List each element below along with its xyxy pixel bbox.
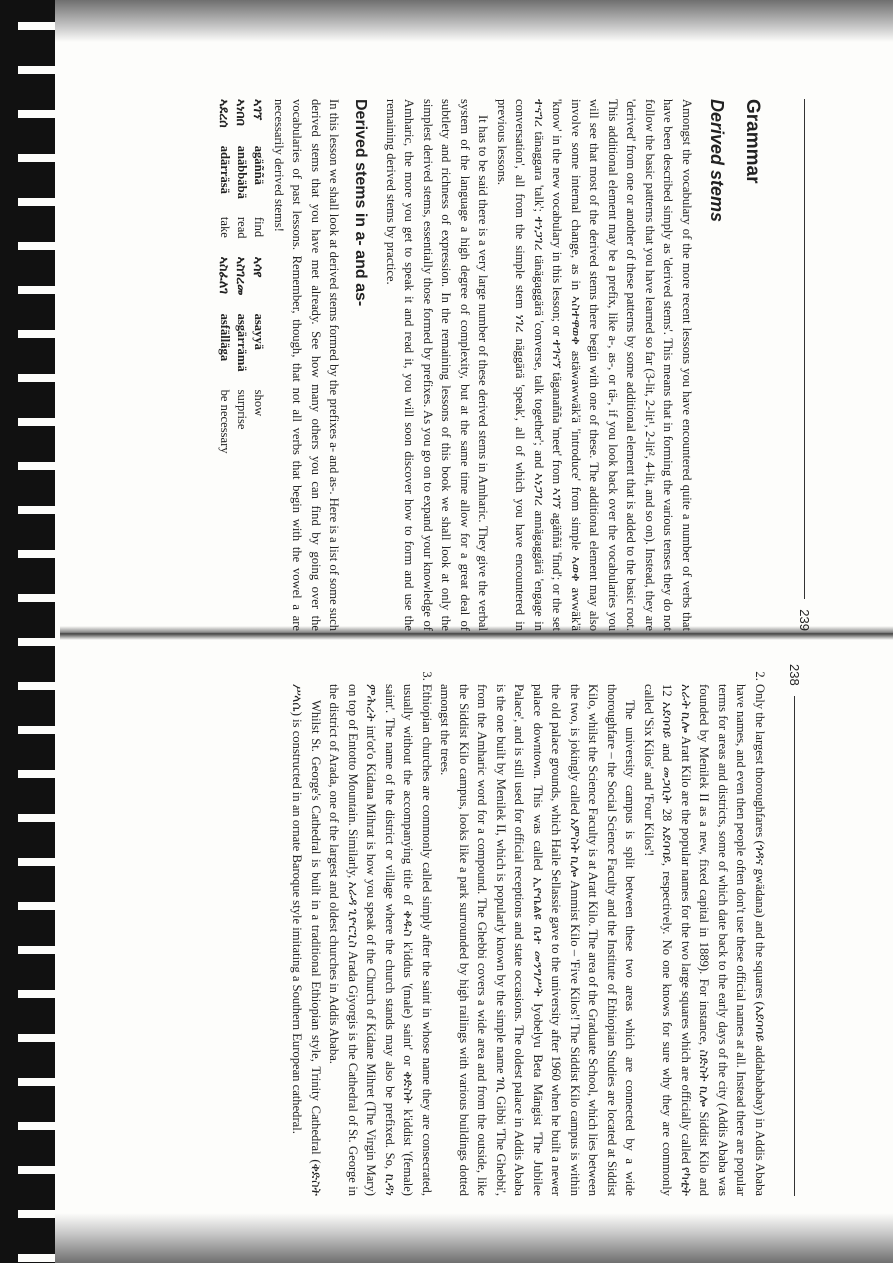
gloss: show bbox=[252, 389, 267, 417]
amharic-word: ኣገኘ bbox=[251, 99, 267, 121]
list-item bbox=[288, 684, 436, 1196]
subsection-heading: Derived stems in a- and as- bbox=[352, 99, 370, 307]
transliteration: asfälläga bbox=[218, 313, 233, 362]
gloss: read bbox=[235, 216, 250, 239]
gloss: be necessary bbox=[218, 389, 233, 454]
scan-edge-top bbox=[55, 0, 893, 42]
page-number: 239 bbox=[797, 609, 812, 631]
running-head bbox=[797, 99, 812, 631]
page-239 bbox=[112, 85, 812, 645]
book-binding bbox=[0, 0, 55, 1263]
gloss: take bbox=[218, 216, 233, 238]
amharic-word: ኣደረሰ bbox=[217, 99, 233, 128]
amharic-word: ኣሳየ bbox=[251, 256, 267, 278]
amharic-word: ኣስገረመ bbox=[234, 256, 250, 296]
gloss: surprise bbox=[235, 389, 250, 430]
header-rule bbox=[804, 99, 805, 599]
table-row bbox=[234, 99, 251, 472]
list-item bbox=[436, 684, 769, 1196]
body-paragraph: Amongst the vocabulary of the more recent lessons you have encountered quite a number of verbs that have been described simply as 'derived stems'. This means that in forming the various tenses they do not follow the basic patterns that you have learned so far (3-lit, 2-lit¹, 2-lit², 4-lit, and so on). Instead, they are 'derived' from one or another of these patterns by some additional element that is added to the basic root. This additional element may be a prefix, like a-, as-, or tä-, if you look back over the vocabularies you will see that most of the derived stems there begin with one of these. The additional element may also involve some internal change, as in ኣስተዋወቀ astäwawwäk'ä 'introduce' from simple ኣወቀ awwäk'ä 'know' in the new vocabulary in this lesson; or ተገናኘ täganañña 'meet' from ኣገኘ agäññä 'find'; or the set ተናገረ tänaggara 'talk'; ተነጋገረ tänägaggärä 'converse, talk together'; and ኣነጋገረ annägaggärä 'engage in conversation', all from the simple stem ነገረ näggärä 'speak', all of which you have encountered in previous lessons. bbox=[495, 99, 694, 631]
section-heading: Grammar bbox=[742, 99, 763, 184]
body-paragraph: In this lesson we shall look at derived stems formed by the prefixes a- and as-. Here is a list of some such derived stems that you have met already. See how many others you can find by going over the vocabularies of past lessons. Remember, though, that not all verbs that begin with the vowel a are necessarily derived stems! bbox=[272, 99, 342, 631]
running-head bbox=[787, 664, 802, 1196]
body-paragraph: It has to be said there is a very large number of these derived stems in Amharic. They give the verbal system of the language a high degree of complexity, but at the same time allow for a great deal of subtlety and richness of expression. In the remaining lessons of this book we shall look at only the simplest derived stems, essentially those formed by prefixes. As you go on to expand your knowledge of Amharic, the more you get to speak it and read it, you will soon discover how to form and use the remaining derived stems by practice. bbox=[384, 99, 491, 631]
gloss: find bbox=[252, 216, 267, 238]
vocabulary-table bbox=[217, 99, 268, 472]
note-text: Only the largest thoroughfares (ጎዳና gwädana) and the squares (አደባባይ addabababay) in Addis Ababa have names, and even then people often don't use these official names at all. Instead there are popular terms for areas and districts, some of which date back to the early days of the city (Addis Ababa was founded by Menilek II as a new, fixed capital in 1889). For instance, ስድስት ኪሎ Siddist Kilo and አራት ኪሎ Aratt Kilo are the popular names for the two large squares which are officially called የካቲት 12 አደባባይ and መጋቢት 28 አደባባይ, respectively. No one knows for sure why they are commonly called 'Six Kilos' and 'Four Kilos'! bbox=[642, 684, 767, 1196]
note-text: Ethiopian churches are commonly called simply after the saint in whose name they are consecrated, usually without the accompanying title of ቅዱስ k'iddus '(male) saint' or ቅድስት k'iddist '(female) saint'. The name of the district or village where the church stands may also be prefixed. So, ኪዳነ ምሕረት int'ot'o Kidana Mihrat is how you speak of the Church of Kidane Mihret (The Virgin Mary) on top of Entotto Mountain. Similarly, አራዳ ጊዮርጊስ Arada Giyorgis is the Cathedral of St. George in the district of Arada, one of the largest and oldest churches in Addis Ababa. bbox=[327, 684, 434, 1196]
header-rule bbox=[794, 696, 795, 1196]
transliteration: adärräsä bbox=[218, 145, 233, 194]
table-row bbox=[217, 99, 234, 472]
note-text: Whilst St. George's Cathedral is built in a traditional Ethiopian style, Trinity Cathedral (ቅድስት ሥላሴ) is constructed in an ornate Baroque style imitating a Southern European cathedral. bbox=[290, 684, 323, 1196]
transliteration: asgärrämä bbox=[235, 313, 250, 372]
transliteration: agäññä bbox=[252, 145, 267, 185]
table-row bbox=[251, 99, 268, 472]
notes-list bbox=[288, 664, 769, 1196]
amharic-word: ኣነበበ bbox=[234, 99, 250, 126]
page-238 bbox=[102, 650, 802, 1210]
transliteration: asayyä bbox=[252, 313, 267, 350]
note-text: The university campus is split between these two areas which are connected by a wide thoroughfare – the Social Science Faculty and the Institute of Ethiopian Studies are located at Siddist Kilo, whilst the Science Faculty is at Aratt Kilo. The area of the Graduate School, which lies between the two, is jokingly called አምስት ኪሎ Ammist Kilo – 'Five Kilos'! The Siddist Kilo campus is within the old palace grounds, which Haile Sellassie gave to the university after 1960 when he built a newer palace downtown. This was called ኢዮቤልዩ ቤተ መንግሥት Iyobelyu Beta Mängist 'The Jubilee Palace', and is still used for official receptions and state occasions. The oldest palace in Addis Ababa is the one built by Menilek II, which is popularly known by the simple name ገቢ Gibbi 'The Ghebbi', from the Amharic word for a compound. The Ghebbi covers a wide area and from the outside, like the Siddist Kilo campus, looks like a park surrounded by high railings with various buildings dotted amongst the trees. bbox=[438, 684, 638, 1196]
subsection-heading: Derived stems bbox=[707, 99, 727, 223]
transliteration: anäbbäbä bbox=[235, 145, 250, 199]
amharic-word: ኣስፈለገ bbox=[217, 256, 233, 294]
scan-edge-bottom bbox=[55, 1213, 893, 1263]
page-number: 238 bbox=[787, 664, 802, 686]
